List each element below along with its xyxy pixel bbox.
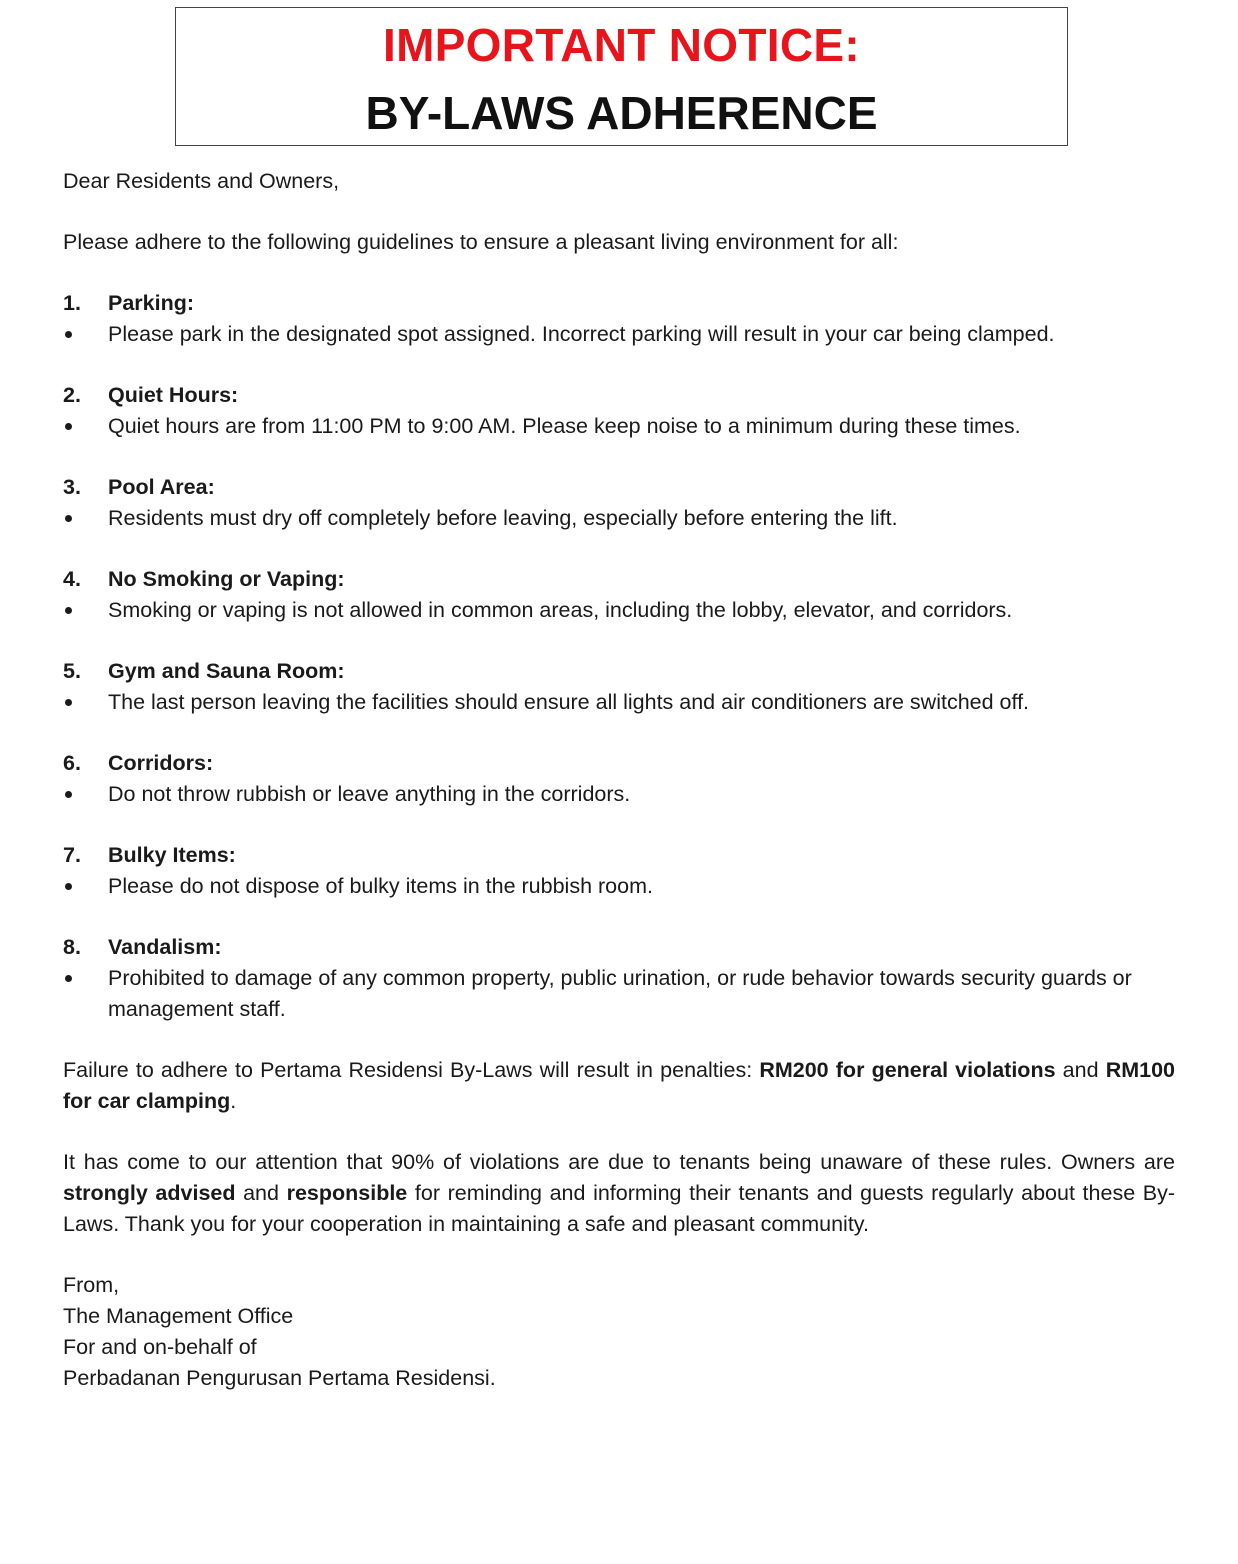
rule-item (63, 288, 1175, 380)
rule-title: Corridors: (108, 751, 214, 775)
rule-heading (63, 380, 1175, 411)
rule-bullet (63, 319, 1175, 350)
signoff-behalf: For and on-behalf of (63, 1335, 257, 1359)
penalty-general: RM200 for general violations (759, 1058, 1056, 1082)
rule-text: Do not throw rubbish or leave anything in the corridors. (108, 782, 631, 806)
bullet-icon (63, 871, 108, 902)
bullet-icon (63, 503, 108, 534)
rule-text: Smoking or vaping is not allowed in common areas, including the lobby, elevator, and corridors. (108, 598, 1013, 622)
bullet-icon (63, 411, 108, 442)
rule-text: Please park in the designated spot assigned. Incorrect parking will result in your car being clamped. (108, 322, 1055, 346)
rule-number: 3. (63, 475, 81, 499)
notice-title: IMPORTANT NOTICE: (383, 19, 860, 71)
rule-item (63, 656, 1175, 748)
rule-item (63, 472, 1175, 564)
signoff-office: The Management Office (63, 1304, 294, 1328)
penalty-paragraph: Failure to adhere to Pertama Residensi By-Laws will result in penalties: RM200 for general violations and RM100 for car clamping. (63, 1058, 1176, 1113)
rule-item (63, 380, 1175, 472)
bullet-icon (63, 963, 108, 1025)
strongly-advised: strongly advised (63, 1181, 236, 1205)
rule-heading (63, 840, 1175, 871)
signoff-org: Perbadanan Pengurusan Pertama Residensi. (63, 1366, 496, 1390)
rule-bullet (63, 595, 1175, 626)
rule-title: Bulky Items: (108, 843, 236, 867)
rule-heading (63, 564, 1175, 595)
greeting: Dear Residents and Owners, (63, 169, 340, 193)
rule-title: Vandalism: (108, 935, 222, 959)
notice-body (63, 166, 1175, 1394)
rule-item (63, 932, 1175, 1055)
rule-title: Quiet Hours: (108, 383, 239, 407)
rule-heading (63, 748, 1175, 779)
notice-title-box (175, 7, 1068, 146)
rule-number: 6. (63, 751, 81, 775)
responsible: responsible (286, 1181, 408, 1205)
bullet-icon (63, 779, 108, 810)
rule-number: 4. (63, 567, 81, 591)
notice-subtitle: BY-LAWS ADHERENCE (365, 87, 878, 139)
rule-bullet (63, 503, 1175, 534)
rules-list (63, 288, 1175, 1055)
rule-title: No Smoking or Vaping: (108, 567, 345, 591)
rule-number: 1. (63, 291, 81, 315)
intro-text: Please adhere to the following guidelines to ensure a pleasant living environment for all: (63, 230, 899, 254)
rule-text: Please do not dispose of bulky items in the rubbish room. (108, 874, 653, 898)
bullet-icon (63, 687, 108, 718)
rule-bullet (63, 687, 1175, 718)
rule-bullet (63, 963, 1175, 1025)
rule-text: Residents must dry off completely before leaving, especially before entering the lift. (108, 506, 898, 530)
rule-item (63, 840, 1175, 932)
rule-title: Gym and Sauna Room: (108, 659, 345, 683)
bullet-icon (63, 595, 108, 626)
rule-title: Parking: (108, 291, 195, 315)
rule-number: 7. (63, 843, 81, 867)
signoff (63, 1270, 1175, 1394)
rule-title: Pool Area: (108, 475, 215, 499)
attention-paragraph: It has come to our attention that 90% of violations are due to tenants being unaware of these rules. Owners are strongly advised and responsible for reminding and informing their tenants and guests regularly about these By-Laws. Thank you for your cooperation in maintaining a safe and pleasant community. (63, 1150, 1175, 1236)
rule-bullet (63, 411, 1175, 442)
rule-number: 2. (63, 383, 81, 407)
rule-heading (63, 472, 1175, 503)
rule-item (63, 748, 1175, 840)
rule-text: Quiet hours are from 11:00 PM to 9:00 AM. Please keep noise to a minimum during these times. (108, 414, 1021, 438)
penalty-clamping: RM100 for car clamping (63, 1058, 1176, 1113)
signoff-from: From, (63, 1273, 120, 1297)
rule-bullet (63, 779, 1175, 810)
rule-heading (63, 932, 1175, 963)
rule-number: 5. (63, 659, 81, 683)
rule-number: 8. (63, 935, 81, 959)
rule-bullet (63, 871, 1175, 902)
rule-heading (63, 288, 1175, 319)
rule-text: Prohibited to damage of any common property, public urination, or rude behavior towards security guards or management staff. (108, 966, 1132, 1021)
rule-heading (63, 656, 1175, 687)
rule-text: The last person leaving the facilities should ensure all lights and air conditioners are switched off. (108, 690, 1030, 714)
bullet-icon (63, 319, 108, 350)
rule-item (63, 564, 1175, 656)
